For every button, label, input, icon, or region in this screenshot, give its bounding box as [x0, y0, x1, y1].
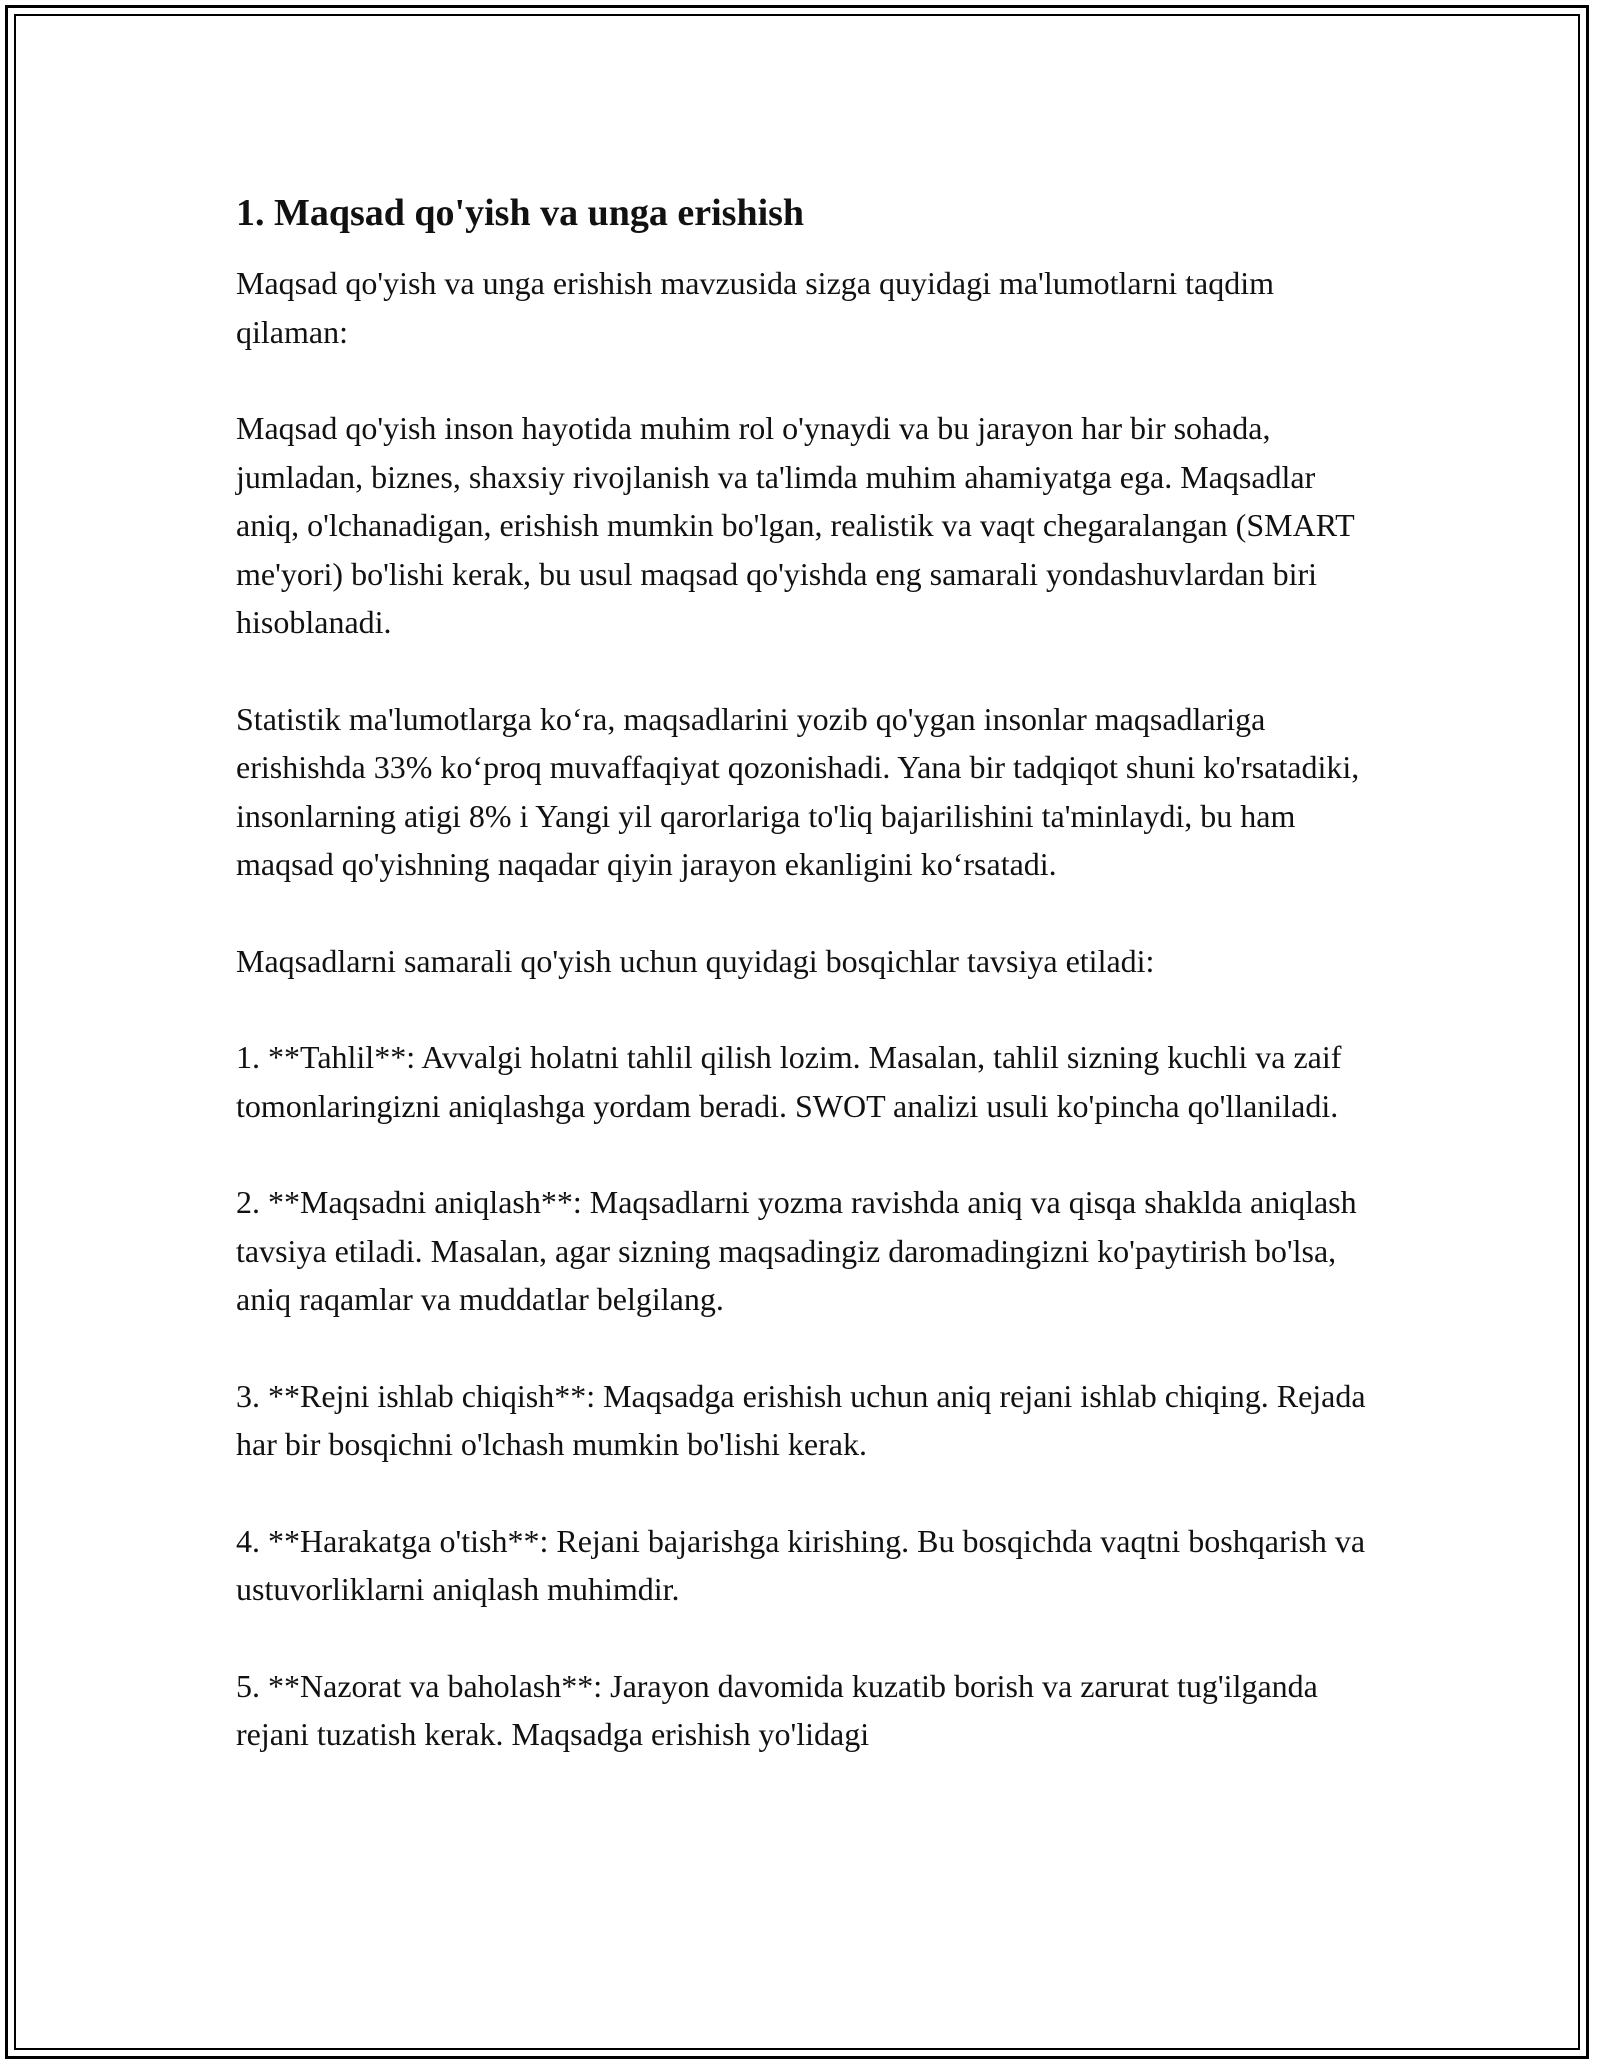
- step-2-paragraph: 2. **Maqsadni aniqlash**: Maqsadlarni yozma ravishda aniq va qisqa shaklda aniqlash tavsiya etiladi. Masalan, agar sizning maqsadingiz daromadingizni ko'paytirish bo'lsa, aniq raqamlar va muddatlar belgilang.: [236, 1184, 1357, 1317]
- intro-paragraph: Maqsad qo'yish va unga erishish mavzusida sizga quyidagi ma'lumotlarni taqdim qilaman:: [236, 265, 1274, 350]
- document-title: 1. Maqsad qo'yish va unga erishish: [236, 192, 805, 234]
- steps-intro-paragraph: Maqsadlarni samarali qo'yish uchun quyidagi bosqichlar tavsiya etiladi:: [236, 942, 1155, 979]
- step-5-paragraph: 5. **Nazorat va baholash**: Jarayon davomida kuzatib borish va zarurat tug'ilganda rejani tuzatish kerak. Maqsadga erishish yo'lidagi: [236, 1667, 1318, 1752]
- smart-paragraph: Maqsad qo'yish inson hayotida muhim rol o'ynaydi va bu jarayon har bir sohada, jumladan, biznes, shaxsiy rivojlanish va ta'limda muhim ahamiyatga ega. Maqsadlar aniq, o'lchanadigan, erishish mumkin bo'lgan, realistik va vaqt chegaralangan (SMART me'yori) bo'lishi kerak, bu usul maqsad qo'yishda eng samarali yondashuvlardan biri hisoblanadi.: [236, 410, 1355, 640]
- step-1-paragraph: 1. **Tahlil**: Avvalgi holatni tahlil qilish lozim. Masalan, tahlil sizning kuchli va zaif tomonlaringizni aniqlashga yordam beradi. SWOT analizi usuli ko'pincha qo'llaniladi.: [236, 1039, 1342, 1124]
- document-body: [236, 185, 1376, 1807]
- step-3-paragraph: 3. **Rejni ishlab chiqish**: Maqsadga erishish uchun aniq rejani ishlab chiqing. Rejada har bir bosqichni o'lchash mumkin bo'lishi kerak.: [236, 1377, 1366, 1462]
- statistics-paragraph: Statistik ma'lumotlarga ko‘ra, maqsadlarini yozib qo'ygan insonlar maqsadlariga erishishda 33% ko‘proq muvaffaqiyat qozonishadi. Yana bir tadqiqot shuni ko'rsatadiki, insonlarning atigi 8% i Yangi yil qarorlariga to'liq bajarilishini ta'minlaydi, bu ham maqsad qo'yishning naqadar qiyin jarayon ekanligini ko‘rsatadi.: [236, 700, 1360, 882]
- step-4-paragraph: 4. **Harakatga o'tish**: Rejani bajarishga kirishing. Bu bosqichda vaqtni boshqarish va ustuvorliklarni aniqlash muhimdir.: [236, 1522, 1366, 1607]
